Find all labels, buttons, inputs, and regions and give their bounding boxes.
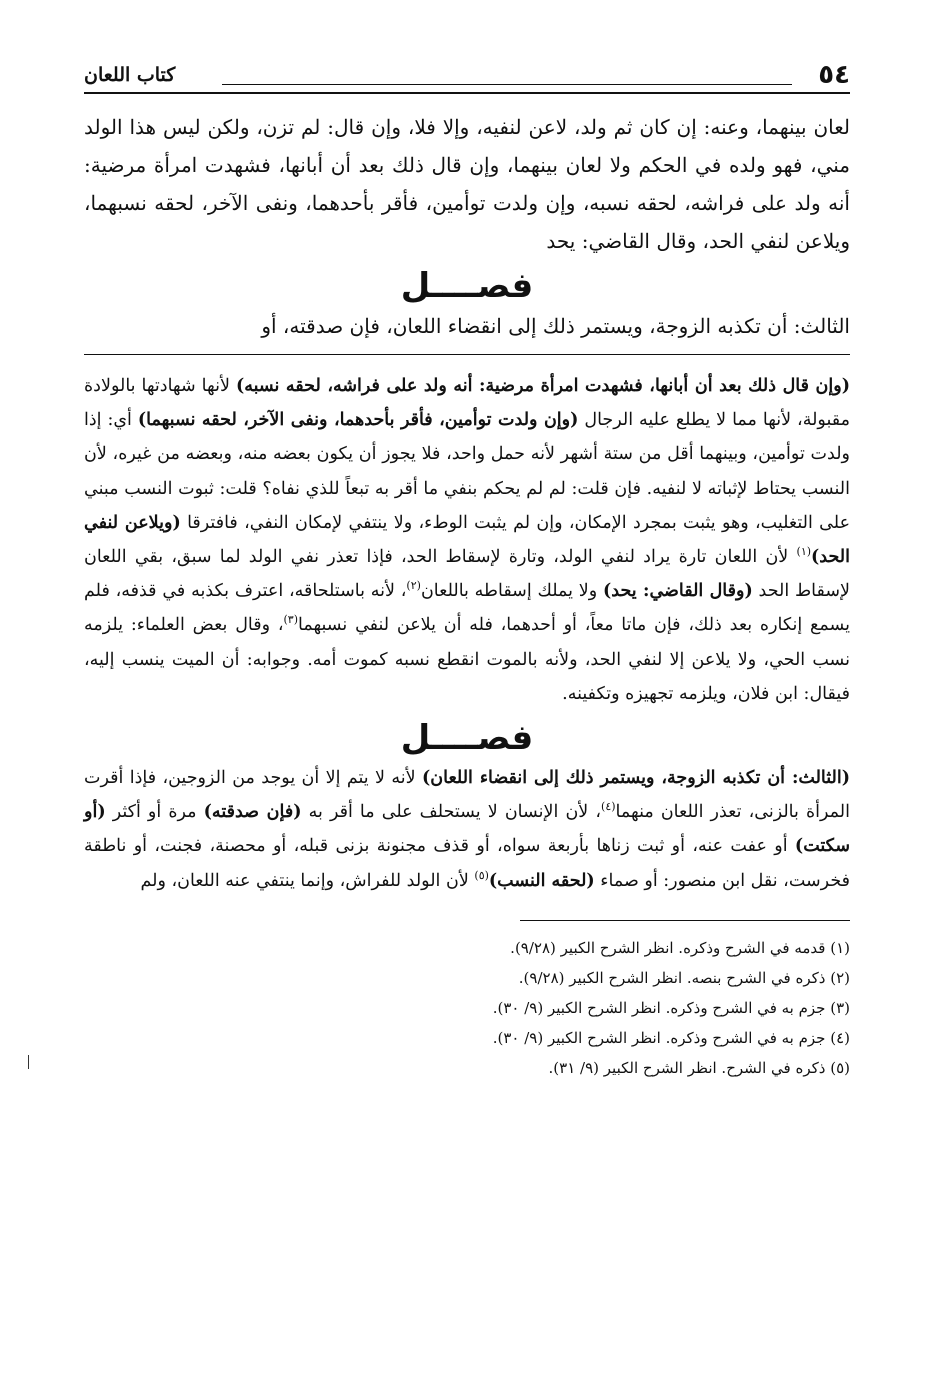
commentary-text: ، لأنه باستلحاقه، اعترف بكذبه في قذفه، فلم يسمع إنكاره بعد ذلك، فإن ماتا معاً، أو أحدهما، فله أن يلاعن لنفي نسبهما <box>84 581 850 636</box>
commentary-text: أي: إذا ولدت توأمين، وبينهما أقل من ستة أشهر لأنه حمل واحد، فلا يجوز أن يكون بعضه منه، وبعضه من غيره، لأن النسب يحتاط لإثباته لا لنفيه. فإن قلت: لم لم يحكم بنفي ما أقر به تبعاً للذي نفاه؟ قلت: ثبوت النسب مبني على التغليب، وهو يثبت بمجرد الإمكان، وإن لم يثبت الوطء، ولا ينتفي لإمكان النفي، فافترقا <box>84 410 851 533</box>
commentary-text: لأنه لا يتم إلا أن يوجد من الزوجين، فإذا أقرت المرأة بالزنى، تعذر اللعان منهما <box>84 768 850 823</box>
commentary-text: لأن اللعان تارة يراد لنفي الولد، وتارة لإسقاط الحد، فإذا تعذر نفي الولد لما سبق، بقي اللعان لإسقاط الحد <box>84 547 850 602</box>
footnote-5: (٥) ذكره في الشرح. انظر الشرح الكبير (٩/ ٣١). <box>548 1058 850 1077</box>
footnote-rule <box>520 920 850 921</box>
page-number: ٥٤ <box>818 60 850 90</box>
footnote-ref[interactable]: (١) <box>796 545 812 559</box>
footnote-ref[interactable]: (٢) <box>406 579 421 593</box>
commentary-text: لأن الولد للفراش، وإنما ينتفي عنه اللعان، ولم <box>140 870 475 891</box>
footnotes <box>84 933 850 1083</box>
quoted-matn: (ويلاعن لنفي الحد) <box>84 512 850 568</box>
commentary-text: أو عفت عنه، أو ثبت زناها بأربعة سواه، أو قذف مجنونة بزنى قبله، أو محصنة، فجنت، أو ناطقة فخرست، نقل ابن منصور: أو صماء <box>84 836 850 891</box>
matn-third-condition: الثالث: أن تكذبه الزوجة، ويستمر ذلك إلى انقضاء اللعان، فإن صدقته، أو <box>261 314 850 338</box>
commentary-text: مرة أو أكثر <box>105 802 204 823</box>
header-rule <box>222 84 792 85</box>
commentary-text: ، لأن الإنسان لا يستحلف على ما أقر به <box>301 802 602 823</box>
commentary-text: ولا يملك إسقاطه باللعان <box>420 581 604 602</box>
quoted-matn: (أو سكتت) <box>84 802 850 857</box>
quoted-matn: (وقال القاضي: يحد) <box>603 581 753 602</box>
sharh-paragraph-1 <box>84 369 850 711</box>
margin-mark <box>28 1055 29 1069</box>
section-heading-2: فصــــل <box>400 718 534 759</box>
footnote-2: (٢) ذكره في الشرح بنصه. انظر الشرح الكبير (٩/٢٨). <box>518 968 850 987</box>
quoted-matn: (وإن ولدت توأمين، فأقر بأحدهما، ونفى الآخر، لحقه نسبهما) <box>137 410 579 431</box>
commentary-text: ، وقال بعض العلماء: يلزمه نسب الحي، ولا يلاعن إلا لنفي الحد، ولأنه بالموت انقطع نسبه كموت أمه. وجوابه: أن الميت ينسب إليه، فيقال: ابن فلان، ويلزمه تجهيزه وتكفينه. <box>84 615 850 704</box>
footnote-ref[interactable]: (٣) <box>283 613 299 627</box>
footnote-4: (٤) جزم به في الشرح وذكره. انظر الشرح الكبير (٩/ ٣٠). <box>492 1028 850 1047</box>
matn-sharh-divider <box>84 354 850 355</box>
footnote-3: (٣) جزم به في الشرح وذكره. انظر الشرح الكبير (٩/ ٣٠). <box>492 998 850 1017</box>
commentary-text: لأنها شهادتها بالولادة مقبولة، لأنها مما لا يطلع عليه الرجال <box>84 376 850 431</box>
footnote-1: (١) قدمه في الشرح وذكره. انظر الشرح الكبير (٩/٢٨). <box>510 938 850 957</box>
book-page <box>84 50 850 1083</box>
footnote-ref[interactable]: (٤) <box>601 800 616 814</box>
quoted-matn: (فإن صدقته) <box>203 802 302 823</box>
quoted-matn: (وإن قال ذلك بعد أن أبانها، فشهدت امرأة مرضية: أنه ولد على فراشه، لحقه نسبه) <box>235 376 850 396</box>
footnote-ref[interactable]: (٥) <box>474 868 489 882</box>
running-title: كتاب اللعان <box>84 64 176 86</box>
page-header <box>84 50 850 94</box>
section-heading: فصــــل <box>400 266 534 306</box>
matn-paragraph: لعان بينهما، وعنه: إن كان ثم ولد، لاعن لنفيه، وإلا فلا، وإن قال: لم تزن، ولكن ليس هذا الولد مني، فهو ولده في الحكم ولا لعان بينهما، وإن قال ذلك بعد أن أبانها، فشهدت امرأة مرضية: أنه ولد على فراشه، لحقه نسبه، وإن ولدت توأمين، فأقر بأحدهما، ونفى الآخر، لحقه نسبهما، ويلاعن لنفي الحد، وقال القاضي: يحد <box>84 115 850 253</box>
sharh-paragraph-2 <box>84 761 850 898</box>
quoted-matn: (الثالث: أن تكذبه الزوجة، ويستمر ذلك إلى انقضاء اللعان) <box>422 768 851 789</box>
quoted-matn: (لحقه النسب) <box>488 870 595 891</box>
